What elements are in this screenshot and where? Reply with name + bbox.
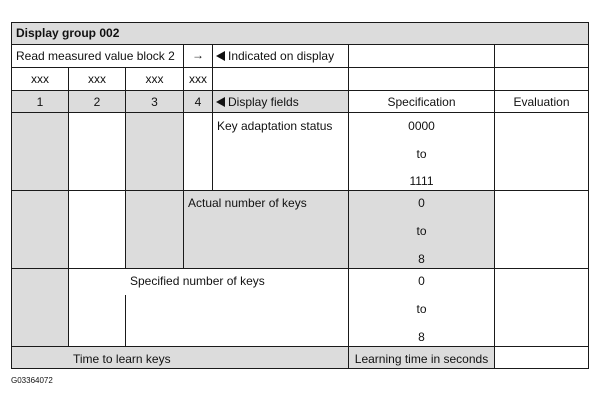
xxx-field-3: xxx	[145, 72, 164, 86]
read-measured-value-label: Read measured value block 2	[16, 49, 175, 63]
right-arrow-icon: →	[192, 48, 204, 62]
field-number-2: 2	[93, 95, 101, 109]
display-fields-text: Display fields	[228, 95, 299, 109]
field-number-4: 4	[194, 95, 202, 109]
key-adaptation-status-label: Key adaptation status	[217, 119, 333, 133]
specification-header: Specification	[387, 95, 456, 109]
row6-spec-from: 0	[418, 274, 425, 288]
xxx-field-1: xxx	[31, 72, 49, 86]
table-title: Display group 002	[16, 26, 120, 40]
row4-spec-from: 0000	[408, 119, 435, 133]
row4-spec-to: to	[416, 147, 427, 161]
field-number-3: 3	[151, 95, 158, 109]
pointer-left-icon	[216, 51, 225, 61]
row5-spec-to: to	[416, 224, 427, 238]
col1-band	[11, 113, 68, 369]
time-to-learn-keys-label: Time to learn keys	[73, 352, 171, 366]
actual-number-of-keys-label: Actual number of keys	[188, 196, 307, 210]
row6-spec-to: to	[416, 302, 427, 316]
evaluation-header: Evaluation	[513, 95, 570, 109]
xxx-field-2: xxx	[88, 72, 106, 86]
row4-spec-until: 1111	[409, 174, 434, 188]
specified-number-of-keys-label: Specified number of keys	[130, 274, 265, 288]
pointer-left-icon	[216, 97, 225, 107]
display-fields-header	[216, 95, 299, 109]
figure-code: G03364072	[11, 376, 53, 385]
row5-spec-until: 8	[418, 252, 425, 266]
row5-spec-from: 0	[418, 196, 425, 210]
field-number-1: 1	[36, 95, 44, 109]
indicated-on-display-label	[216, 49, 334, 63]
xxx-field-4: xxx	[189, 72, 207, 86]
row6-spec-until: 8	[418, 330, 425, 344]
learning-time-spec: Learning time in seconds	[354, 352, 489, 366]
indicated-text: Indicated on display	[228, 49, 335, 63]
